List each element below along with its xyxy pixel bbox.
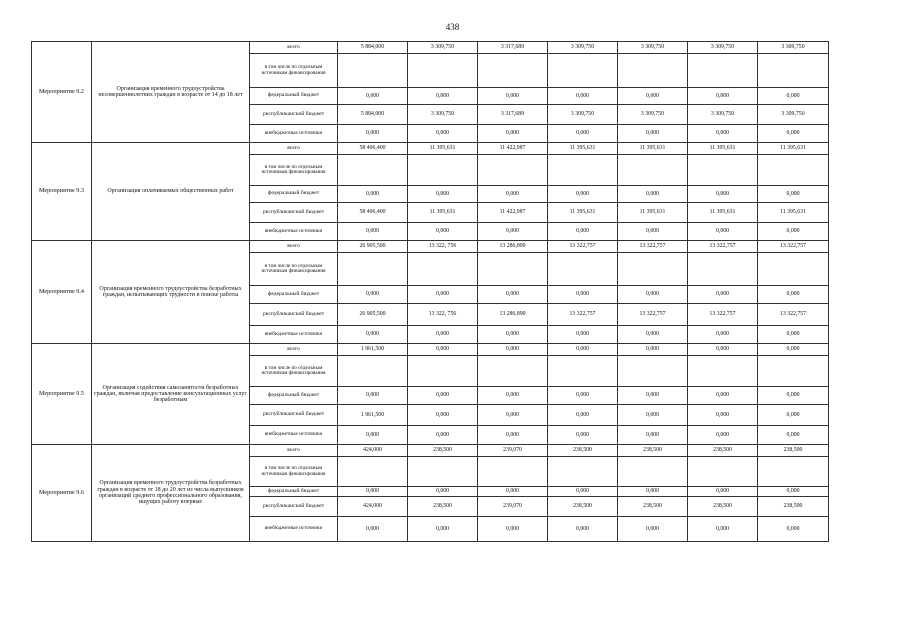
amount-cell: 11 422,987 [478, 143, 548, 155]
amount-cell: 0,000 [408, 344, 478, 356]
amount-cell: 0,000 [688, 223, 758, 241]
amount-cell: 58 406,400 [338, 203, 408, 223]
amount-cell [618, 54, 688, 88]
amount-cell: 424,000 [338, 497, 408, 517]
amount-cell [408, 155, 478, 186]
measure-id: Мероприятие 9.6 [32, 445, 92, 542]
measure-id: Мероприятие 9.3 [32, 143, 92, 241]
amount-cell: 238,500 [758, 445, 829, 457]
amount-cell [688, 253, 758, 286]
amount-cell: 0,000 [618, 387, 688, 405]
amount-cell: 0,000 [338, 223, 408, 241]
amount-cell: 1 961,500 [338, 344, 408, 356]
amount-cell: 3 317,689 [478, 105, 548, 125]
funding-source: в том числе по отдельным источникам финансирования [250, 356, 338, 387]
amount-cell: 0,000 [408, 405, 478, 426]
amount-cell [688, 457, 758, 487]
amount-cell: 0,000 [548, 344, 618, 356]
funding-source: в том числе по отдельным источникам финансирования [250, 253, 338, 286]
amount-cell: 13 322,757 [758, 241, 829, 253]
amount-cell: 238,500 [618, 497, 688, 517]
amount-cell: 0,000 [758, 286, 829, 304]
amount-cell: 0,000 [338, 487, 408, 497]
amount-cell: 0,000 [478, 387, 548, 405]
amount-cell: 0,000 [478, 223, 548, 241]
amount-cell [758, 356, 829, 387]
amount-cell [338, 155, 408, 186]
amount-cell: 0,000 [548, 487, 618, 497]
amount-cell [408, 253, 478, 286]
amount-cell: 0,000 [688, 487, 758, 497]
amount-cell: 0,000 [548, 517, 618, 542]
amount-cell: 26 905,500 [338, 304, 408, 326]
amount-cell: 0,000 [478, 487, 548, 497]
amount-cell [548, 356, 618, 387]
amount-cell: 0,000 [758, 517, 829, 542]
amount-cell: 0,000 [408, 517, 478, 542]
amount-cell: 0,000 [338, 286, 408, 304]
amount-cell [338, 54, 408, 88]
amount-cell: 13 322,757 [688, 241, 758, 253]
amount-cell: 13 322,757 [618, 241, 688, 253]
amount-cell: 0,000 [548, 326, 618, 344]
funding-source: республиканский бюджет [250, 304, 338, 326]
funding-source: внебюджетные источники [250, 326, 338, 344]
amount-cell: 11 395,631 [408, 203, 478, 223]
amount-cell: 11 395,631 [758, 203, 829, 223]
amount-cell [618, 155, 688, 186]
amount-cell: 0,000 [618, 517, 688, 542]
funding-source: внебюджетные источники [250, 125, 338, 143]
amount-cell: 13 322, 756 [408, 241, 478, 253]
amount-cell: 13 322, 756 [408, 304, 478, 326]
amount-cell [478, 457, 548, 487]
amount-cell: 13 322,757 [758, 304, 829, 326]
amount-cell [548, 54, 618, 88]
funding-source: в том числе по отдельным источникам финансирования [250, 54, 338, 88]
table-row [32, 344, 829, 356]
amount-cell: 0,000 [618, 405, 688, 426]
funding-source: республиканский бюджет [250, 405, 338, 426]
amount-cell: 0,000 [688, 405, 758, 426]
amount-cell: 0,000 [338, 326, 408, 344]
amount-cell [758, 457, 829, 487]
amount-cell: 0,000 [548, 223, 618, 241]
amount-cell [338, 457, 408, 487]
funding-source: в том числе по отдельным источникам финансирования [250, 155, 338, 186]
amount-cell: 0,000 [618, 186, 688, 203]
amount-cell: 0,000 [618, 326, 688, 344]
amount-cell: 11 395,631 [618, 203, 688, 223]
amount-cell: 0,000 [758, 387, 829, 405]
funding-source: всего [250, 241, 338, 253]
amount-cell [688, 155, 758, 186]
amount-cell: 0,000 [548, 426, 618, 445]
amount-cell: 0,000 [338, 517, 408, 542]
funding-source: в том числе по отдельным источникам финансирования [250, 457, 338, 487]
amount-cell [758, 155, 829, 186]
amount-cell: 0,000 [338, 426, 408, 445]
amount-cell: 0,000 [758, 88, 829, 105]
amount-cell: 3 309,750 [758, 42, 829, 54]
amount-cell: 58 406,400 [338, 143, 408, 155]
amount-cell [408, 54, 478, 88]
measure-name: Организация содействия самозанятости безработных граждан, включая предоставление консультационных услуг безработным [92, 344, 250, 445]
amount-cell: 0,000 [478, 426, 548, 445]
amount-cell: 424,000 [338, 445, 408, 457]
amount-cell [618, 356, 688, 387]
amount-cell: 0,000 [618, 223, 688, 241]
amount-cell: 11 395,631 [758, 143, 829, 155]
amount-cell: 0,000 [758, 326, 829, 344]
amount-cell: 3 309,750 [408, 105, 478, 125]
amount-cell: 238,500 [548, 445, 618, 457]
funding-source: республиканский бюджет [250, 203, 338, 223]
funding-source: федеральный бюджет [250, 487, 338, 497]
amount-cell: 3 309,750 [688, 105, 758, 125]
amount-cell: 0,000 [408, 186, 478, 203]
amount-cell [758, 253, 829, 286]
amount-cell: 0,000 [478, 517, 548, 542]
amount-cell: 13 322,757 [688, 304, 758, 326]
amount-cell: 3 317,689 [478, 42, 548, 54]
amount-cell: 0,000 [618, 286, 688, 304]
amount-cell: 1 961,500 [338, 405, 408, 426]
amount-cell: 0,000 [338, 88, 408, 105]
funding-source: федеральный бюджет [250, 88, 338, 105]
amount-cell: 238,500 [548, 497, 618, 517]
measure-id: Мероприятие 9.4 [32, 241, 92, 344]
amount-cell: 13 322,757 [548, 304, 618, 326]
amount-cell: 0,000 [478, 125, 548, 143]
amount-cell: 13 286,890 [478, 304, 548, 326]
amount-cell: 13 286,890 [478, 241, 548, 253]
amount-cell [548, 253, 618, 286]
measure-id: Мероприятие 9.5 [32, 344, 92, 445]
amount-cell: 0,000 [618, 344, 688, 356]
amount-cell: 0,000 [688, 186, 758, 203]
measure-name: Организация временного трудоустройства безработных граждан, испытывающих трудности в поиске работы [92, 241, 250, 344]
amount-cell: 0,000 [548, 88, 618, 105]
funding-source: всего [250, 344, 338, 356]
amount-cell: 0,000 [408, 125, 478, 143]
amount-cell: 238,500 [688, 497, 758, 517]
funding-source: всего [250, 143, 338, 155]
amount-cell: 0,000 [548, 186, 618, 203]
amount-cell: 0,000 [688, 326, 758, 344]
amount-cell: 3 309,750 [618, 42, 688, 54]
measure-id: Мероприятие 9.2 [32, 42, 92, 143]
funding-source: внебюджетные источники [250, 426, 338, 445]
measure-name: Организация временного трудоустройства безработных граждан в возрасте от 18 до 20 лет из числа выпускников организаций среднего профессионального образования, ищущих работу впервые [92, 445, 250, 542]
amount-cell: 3 309,750 [548, 105, 618, 125]
amount-cell: 0,000 [758, 487, 829, 497]
amount-cell [408, 457, 478, 487]
table-row [32, 445, 829, 457]
amount-cell [618, 253, 688, 286]
amount-cell: 238,500 [688, 445, 758, 457]
amount-cell [478, 155, 548, 186]
amount-cell: 0,000 [548, 387, 618, 405]
table-row [32, 143, 829, 155]
amount-cell: 11 395,631 [688, 203, 758, 223]
funding-source: федеральный бюджет [250, 186, 338, 203]
amount-cell: 0,000 [688, 125, 758, 143]
funding-table [31, 41, 829, 542]
amount-cell: 0,000 [338, 387, 408, 405]
amount-cell: 239,070 [478, 497, 548, 517]
funding-source: всего [250, 42, 338, 54]
amount-cell: 0,000 [618, 426, 688, 445]
amount-cell [618, 457, 688, 487]
amount-cell: 0,000 [758, 426, 829, 445]
amount-cell: 3 309,750 [688, 42, 758, 54]
funding-source: республиканский бюджет [250, 105, 338, 125]
amount-cell: 5 884,000 [338, 42, 408, 54]
table-row [32, 42, 829, 54]
amount-cell [548, 457, 618, 487]
table-row [32, 241, 829, 253]
amount-cell: 0,000 [408, 88, 478, 105]
amount-cell [338, 253, 408, 286]
amount-cell: 238,500 [408, 445, 478, 457]
amount-cell: 0,000 [408, 286, 478, 304]
amount-cell: 3 309,750 [758, 105, 829, 125]
amount-cell: 238,500 [758, 497, 829, 517]
amount-cell: 0,000 [688, 517, 758, 542]
amount-cell: 0,000 [688, 344, 758, 356]
amount-cell: 0,000 [548, 286, 618, 304]
funding-source: внебюджетные источники [250, 223, 338, 241]
amount-cell: 0,000 [618, 487, 688, 497]
amount-cell: 0,000 [758, 223, 829, 241]
funding-source: внебюджетные источники [250, 517, 338, 542]
amount-cell: 0,000 [758, 344, 829, 356]
amount-cell: 0,000 [688, 426, 758, 445]
amount-cell: 238,500 [408, 497, 478, 517]
amount-cell: 0,000 [758, 125, 829, 143]
amount-cell: 13 322,757 [618, 304, 688, 326]
measure-name: Организация временного трудоустройства несовершеннолетних граждан в возрасте от 14 до 18 лет [92, 42, 250, 143]
amount-cell: 3 309,750 [548, 42, 618, 54]
amount-cell: 0,000 [408, 426, 478, 445]
amount-cell: 3 309,750 [618, 105, 688, 125]
amount-cell: 11 395,631 [408, 143, 478, 155]
amount-cell: 0,000 [478, 88, 548, 105]
page-number: 438 [445, 22, 460, 32]
amount-cell: 0,000 [478, 326, 548, 344]
amount-cell: 5 884,000 [338, 105, 408, 125]
amount-cell: 0,000 [478, 405, 548, 426]
amount-cell: 0,000 [618, 125, 688, 143]
funding-source: всего [250, 445, 338, 457]
funding-source: федеральный бюджет [250, 286, 338, 304]
amount-cell [758, 54, 829, 88]
amount-cell: 0,000 [688, 286, 758, 304]
amount-cell [688, 356, 758, 387]
amount-cell [408, 356, 478, 387]
amount-cell: 13 322,757 [548, 241, 618, 253]
amount-cell: 0,000 [408, 223, 478, 241]
amount-cell: 3 309,750 [408, 42, 478, 54]
amount-cell: 11 395,631 [618, 143, 688, 155]
amount-cell: 0,000 [758, 405, 829, 426]
amount-cell: 0,000 [408, 326, 478, 344]
amount-cell: 11 395,631 [688, 143, 758, 155]
amount-cell: 0,000 [408, 487, 478, 497]
amount-cell: 0,000 [688, 387, 758, 405]
amount-cell: 0,000 [338, 125, 408, 143]
amount-cell [688, 54, 758, 88]
amount-cell [548, 155, 618, 186]
amount-cell [478, 356, 548, 387]
amount-cell: 239,070 [478, 445, 548, 457]
amount-cell: 26 905,500 [338, 241, 408, 253]
amount-cell [478, 253, 548, 286]
amount-cell: 11 395,631 [548, 143, 618, 155]
amount-cell: 0,000 [618, 88, 688, 105]
amount-cell: 11 422,987 [478, 203, 548, 223]
amount-cell: 0,000 [548, 125, 618, 143]
amount-cell: 0,000 [338, 186, 408, 203]
amount-cell: 0,000 [408, 387, 478, 405]
amount-cell: 0,000 [478, 186, 548, 203]
amount-cell [338, 356, 408, 387]
amount-cell: 0,000 [688, 88, 758, 105]
amount-cell: 0,000 [478, 344, 548, 356]
amount-cell: 238,500 [618, 445, 688, 457]
funding-source: федеральный бюджет [250, 387, 338, 405]
amount-cell: 0,000 [758, 186, 829, 203]
amount-cell [478, 54, 548, 88]
amount-cell: 0,000 [548, 405, 618, 426]
funding-source: республиканский бюджет [250, 497, 338, 517]
amount-cell: 11 395,631 [548, 203, 618, 223]
amount-cell: 0,000 [478, 286, 548, 304]
measure-name: Организация оплачиваемых общественных работ [92, 143, 250, 241]
